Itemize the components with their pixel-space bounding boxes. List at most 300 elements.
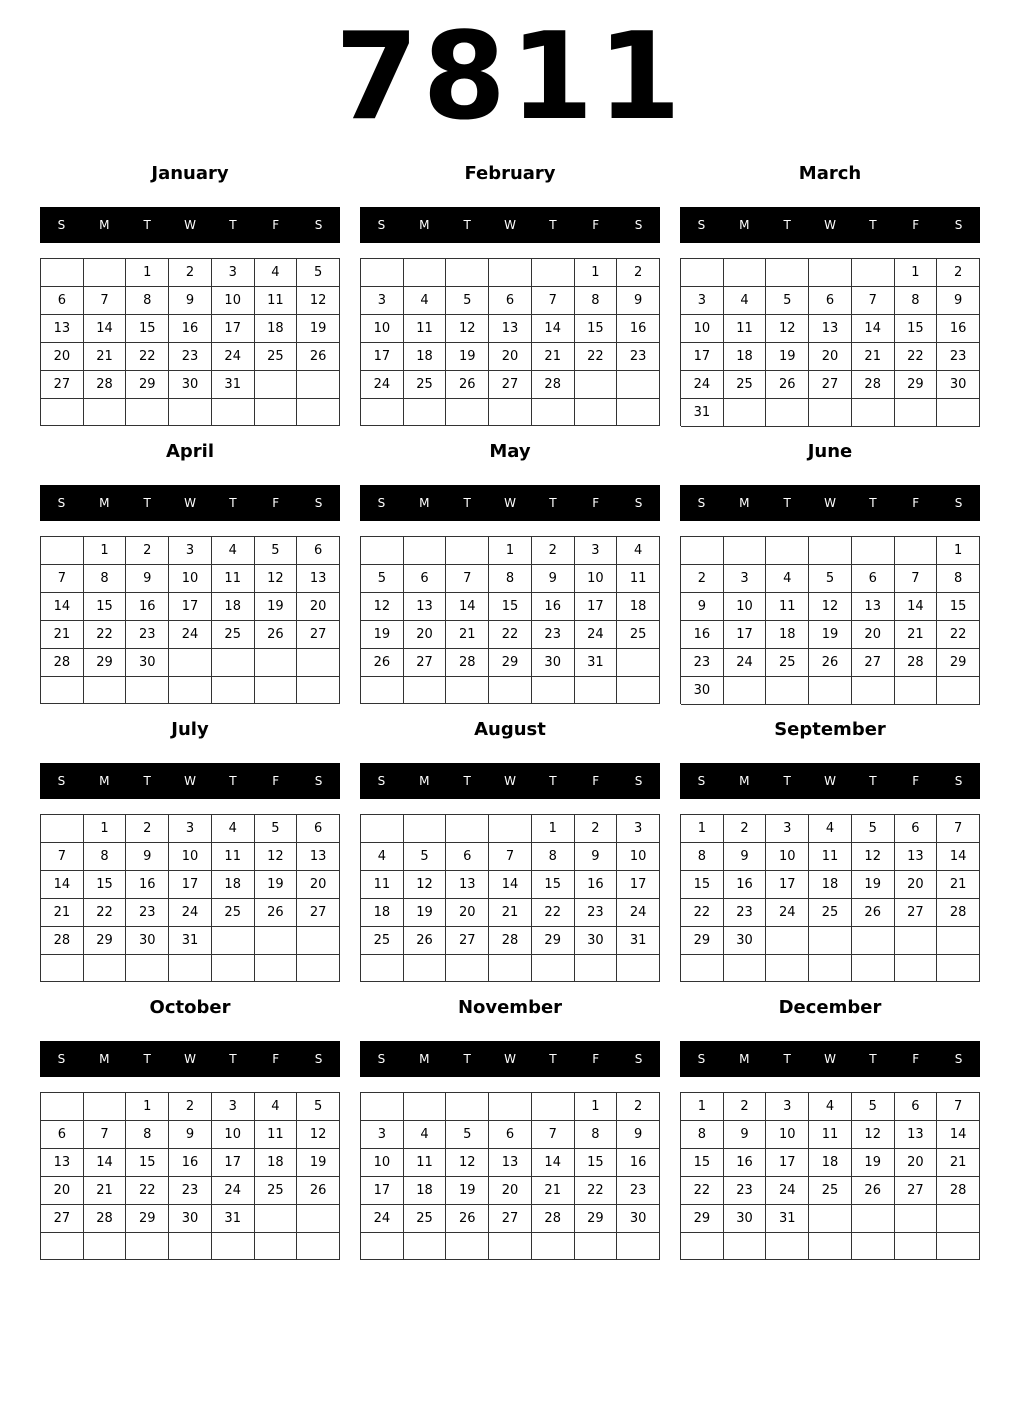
weekday-label: S <box>697 496 706 510</box>
day-cell: 1 <box>489 537 532 565</box>
day-cell: 29 <box>681 1205 724 1233</box>
month-name: September <box>774 719 886 740</box>
day-cell: 30 <box>169 1205 212 1233</box>
day-cell: 28 <box>895 649 938 677</box>
day-cell <box>724 399 767 427</box>
day-cell <box>575 399 618 426</box>
day-cell: 10 <box>766 843 809 871</box>
day-cell: 21 <box>895 621 938 649</box>
day-cell: 27 <box>297 899 340 927</box>
day-cell: 15 <box>681 871 724 899</box>
day-cell: 11 <box>404 1149 447 1177</box>
day-cell: 9 <box>532 565 575 593</box>
day-cell: 26 <box>255 899 298 927</box>
day-cell: 9 <box>126 565 169 593</box>
day-cell: 16 <box>532 593 575 621</box>
day-cell: 27 <box>41 371 84 399</box>
day-cell: 4 <box>255 259 298 287</box>
day-cell: 4 <box>404 1121 447 1149</box>
weekday-label: S <box>377 774 386 788</box>
month-name: October <box>149 997 231 1018</box>
weekday-label: T <box>783 496 791 510</box>
day-cell: 5 <box>361 565 404 593</box>
day-cell: 12 <box>297 287 340 315</box>
day-cell <box>255 649 298 677</box>
day-cell: 6 <box>852 565 895 593</box>
day-cell: 8 <box>681 843 724 871</box>
weekday-label: M <box>739 1052 750 1066</box>
weekday-label: S <box>57 496 66 510</box>
day-cell <box>255 399 298 426</box>
day-cell: 17 <box>361 343 404 371</box>
day-cell: 7 <box>532 287 575 315</box>
day-cell <box>532 259 575 287</box>
day-cell: 17 <box>212 1149 255 1177</box>
day-cell <box>575 677 618 704</box>
day-cell: 29 <box>895 371 938 399</box>
day-cell: 2 <box>617 1093 660 1121</box>
day-cell <box>446 955 489 982</box>
day-cell <box>852 259 895 287</box>
day-cell: 29 <box>126 371 169 399</box>
weekday-label: S <box>634 496 643 510</box>
day-cell: 9 <box>169 287 212 315</box>
day-cell <box>852 537 895 565</box>
weekday-header <box>40 485 340 521</box>
day-cell: 24 <box>212 343 255 371</box>
day-cell: 18 <box>255 315 298 343</box>
weekday-label: S <box>634 774 643 788</box>
day-cell: 6 <box>41 287 84 315</box>
day-cell: 9 <box>575 843 618 871</box>
day-grid <box>360 814 660 982</box>
weekday-label: M <box>419 774 430 788</box>
day-cell <box>489 955 532 982</box>
weekday-label: T <box>229 1052 237 1066</box>
day-cell: 27 <box>297 621 340 649</box>
day-cell <box>681 1233 724 1260</box>
day-cell: 23 <box>169 343 212 371</box>
day-cell <box>212 399 255 426</box>
day-cell: 4 <box>809 1093 852 1121</box>
weekday-label: S <box>314 496 323 510</box>
weekday-label: T <box>783 1052 791 1066</box>
day-cell: 23 <box>617 1177 660 1205</box>
day-cell: 19 <box>446 1177 489 1205</box>
day-cell <box>766 399 809 427</box>
day-cell <box>297 1205 340 1233</box>
day-cell <box>809 1233 852 1260</box>
day-cell: 3 <box>169 537 212 565</box>
day-cell <box>895 1205 938 1233</box>
day-cell: 29 <box>937 649 980 677</box>
day-cell: 11 <box>255 1121 298 1149</box>
weekday-label: M <box>739 218 750 232</box>
day-cell <box>724 537 767 565</box>
day-cell: 11 <box>724 315 767 343</box>
day-cell: 7 <box>489 843 532 871</box>
day-cell <box>126 1233 169 1260</box>
day-cell: 22 <box>489 621 532 649</box>
day-cell: 14 <box>41 871 84 899</box>
day-cell: 7 <box>41 843 84 871</box>
day-cell: 6 <box>895 1093 938 1121</box>
day-cell: 8 <box>937 565 980 593</box>
day-cell: 10 <box>575 565 618 593</box>
day-cell <box>361 1233 404 1260</box>
day-cell <box>489 259 532 287</box>
day-cell: 1 <box>126 1093 169 1121</box>
day-cell <box>212 955 255 982</box>
day-cell: 6 <box>809 287 852 315</box>
day-cell: 6 <box>489 287 532 315</box>
weekday-label: S <box>634 218 643 232</box>
day-cell <box>297 927 340 955</box>
day-cell: 18 <box>404 1177 447 1205</box>
day-cell <box>852 399 895 427</box>
day-cell: 12 <box>361 593 404 621</box>
day-cell: 1 <box>937 537 980 565</box>
day-cell: 18 <box>809 1149 852 1177</box>
day-cell <box>681 259 724 287</box>
day-cell: 31 <box>681 399 724 427</box>
day-cell: 21 <box>852 343 895 371</box>
day-cell: 4 <box>255 1093 298 1121</box>
day-cell <box>937 955 980 982</box>
day-cell: 20 <box>297 593 340 621</box>
day-cell: 4 <box>809 815 852 843</box>
day-cell: 16 <box>724 1149 767 1177</box>
day-cell: 20 <box>41 343 84 371</box>
day-cell: 5 <box>852 1093 895 1121</box>
day-cell: 23 <box>681 649 724 677</box>
day-cell <box>575 955 618 982</box>
day-cell: 28 <box>41 927 84 955</box>
day-cell: 28 <box>852 371 895 399</box>
day-cell: 23 <box>617 343 660 371</box>
day-cell <box>84 399 127 426</box>
day-grid <box>40 258 340 426</box>
day-cell <box>404 399 447 426</box>
day-cell: 23 <box>724 1177 767 1205</box>
weekday-header <box>680 485 980 521</box>
day-cell <box>852 1205 895 1233</box>
day-cell <box>852 955 895 982</box>
weekday-label: T <box>549 774 557 788</box>
day-cell: 25 <box>212 899 255 927</box>
day-cell <box>809 399 852 427</box>
day-cell: 6 <box>297 537 340 565</box>
day-cell: 17 <box>361 1177 404 1205</box>
day-cell <box>84 677 127 704</box>
day-cell: 14 <box>895 593 938 621</box>
day-cell: 19 <box>297 1149 340 1177</box>
weekday-label: W <box>504 218 516 232</box>
day-cell: 10 <box>212 1121 255 1149</box>
day-cell <box>681 537 724 565</box>
weekday-label: T <box>143 1052 151 1066</box>
day-cell: 3 <box>575 537 618 565</box>
day-cell: 8 <box>126 1121 169 1149</box>
weekday-label: T <box>869 218 877 232</box>
day-cell: 3 <box>361 287 404 315</box>
day-cell: 21 <box>41 621 84 649</box>
day-cell: 8 <box>126 287 169 315</box>
day-grid <box>680 814 980 982</box>
day-cell: 25 <box>404 371 447 399</box>
day-grid <box>40 814 340 982</box>
day-cell: 14 <box>84 315 127 343</box>
day-cell <box>297 1233 340 1260</box>
day-cell: 16 <box>617 315 660 343</box>
day-cell: 11 <box>617 565 660 593</box>
day-cell: 20 <box>489 343 532 371</box>
weekday-label: T <box>869 774 877 788</box>
day-cell <box>84 1233 127 1260</box>
day-cell: 24 <box>169 899 212 927</box>
weekday-label: S <box>377 496 386 510</box>
weekday-header <box>680 763 980 799</box>
day-cell: 1 <box>575 259 618 287</box>
day-cell <box>446 1093 489 1121</box>
day-cell <box>404 1233 447 1260</box>
day-cell: 16 <box>126 871 169 899</box>
day-cell: 5 <box>766 287 809 315</box>
day-cell <box>937 927 980 955</box>
day-cell: 12 <box>255 843 298 871</box>
day-cell: 22 <box>681 1177 724 1205</box>
day-cell: 5 <box>255 815 298 843</box>
day-cell <box>126 677 169 704</box>
day-cell <box>766 677 809 705</box>
day-cell: 14 <box>446 593 489 621</box>
day-cell: 19 <box>255 871 298 899</box>
day-cell: 29 <box>489 649 532 677</box>
weekday-label: W <box>824 218 836 232</box>
day-cell: 2 <box>532 537 575 565</box>
day-cell: 25 <box>617 621 660 649</box>
day-cell: 21 <box>446 621 489 649</box>
day-cell <box>895 537 938 565</box>
day-cell <box>446 1233 489 1260</box>
day-cell: 11 <box>766 593 809 621</box>
day-cell: 14 <box>489 871 532 899</box>
day-cell <box>937 1205 980 1233</box>
day-cell: 2 <box>169 1093 212 1121</box>
day-cell: 28 <box>937 899 980 927</box>
day-cell: 27 <box>41 1205 84 1233</box>
day-cell: 5 <box>255 537 298 565</box>
day-cell <box>766 955 809 982</box>
day-cell: 6 <box>895 815 938 843</box>
day-cell: 23 <box>169 1177 212 1205</box>
day-cell: 14 <box>532 1149 575 1177</box>
day-cell: 26 <box>446 371 489 399</box>
day-cell: 3 <box>724 565 767 593</box>
day-cell: 18 <box>255 1149 298 1177</box>
day-cell: 30 <box>724 1205 767 1233</box>
day-cell: 2 <box>126 815 169 843</box>
day-cell <box>169 399 212 426</box>
day-cell: 10 <box>169 843 212 871</box>
day-cell: 7 <box>852 287 895 315</box>
day-cell <box>532 955 575 982</box>
day-cell <box>895 955 938 982</box>
day-cell: 6 <box>446 843 489 871</box>
day-cell <box>895 1233 938 1260</box>
day-cell: 24 <box>575 621 618 649</box>
day-cell: 25 <box>766 649 809 677</box>
month-name: August <box>474 719 546 740</box>
weekday-label: M <box>99 496 110 510</box>
day-cell: 10 <box>361 1149 404 1177</box>
day-cell: 2 <box>724 1093 767 1121</box>
day-cell: 12 <box>766 315 809 343</box>
weekday-label: F <box>272 496 280 510</box>
day-cell: 8 <box>895 287 938 315</box>
weekday-label: W <box>504 1052 516 1066</box>
day-cell <box>532 399 575 426</box>
day-cell: 3 <box>766 815 809 843</box>
weekday-label: F <box>592 496 600 510</box>
weekday-header <box>360 485 660 521</box>
day-cell: 24 <box>724 649 767 677</box>
day-cell: 1 <box>84 815 127 843</box>
weekday-label: W <box>824 774 836 788</box>
day-cell: 26 <box>446 1205 489 1233</box>
day-cell: 4 <box>724 287 767 315</box>
month-name: March <box>798 163 862 184</box>
day-cell: 7 <box>937 815 980 843</box>
weekday-label: S <box>57 1052 66 1066</box>
weekday-label: S <box>954 218 963 232</box>
day-cell: 31 <box>766 1205 809 1233</box>
day-cell: 8 <box>489 565 532 593</box>
day-grid <box>680 1092 980 1260</box>
day-cell <box>255 1233 298 1260</box>
day-cell <box>169 955 212 982</box>
day-cell: 25 <box>724 371 767 399</box>
day-cell <box>724 259 767 287</box>
weekday-header <box>360 1041 660 1077</box>
day-cell: 22 <box>937 621 980 649</box>
day-cell <box>297 371 340 399</box>
day-cell: 10 <box>212 287 255 315</box>
day-cell <box>937 399 980 427</box>
day-cell: 18 <box>617 593 660 621</box>
day-cell: 27 <box>852 649 895 677</box>
day-cell <box>766 1233 809 1260</box>
weekday-label: F <box>592 774 600 788</box>
day-cell: 6 <box>41 1121 84 1149</box>
day-cell: 15 <box>532 871 575 899</box>
day-cell: 17 <box>766 871 809 899</box>
day-cell: 30 <box>937 371 980 399</box>
day-cell: 28 <box>937 1177 980 1205</box>
day-cell <box>41 815 84 843</box>
day-cell <box>575 371 618 399</box>
day-cell <box>895 399 938 427</box>
day-cell: 13 <box>852 593 895 621</box>
day-cell: 1 <box>575 1093 618 1121</box>
day-cell: 31 <box>617 927 660 955</box>
day-cell: 17 <box>681 343 724 371</box>
day-cell: 11 <box>404 315 447 343</box>
weekday-label: S <box>57 218 66 232</box>
weekday-label: F <box>272 774 280 788</box>
day-cell <box>255 927 298 955</box>
day-cell: 9 <box>937 287 980 315</box>
day-cell: 25 <box>255 343 298 371</box>
day-cell: 22 <box>895 343 938 371</box>
day-cell: 2 <box>937 259 980 287</box>
day-cell: 9 <box>724 1121 767 1149</box>
day-cell: 29 <box>84 649 127 677</box>
day-cell <box>41 1093 84 1121</box>
day-cell: 29 <box>126 1205 169 1233</box>
day-cell: 15 <box>937 593 980 621</box>
day-cell: 26 <box>766 371 809 399</box>
weekday-label: W <box>184 218 196 232</box>
day-cell: 3 <box>212 259 255 287</box>
day-cell: 22 <box>575 343 618 371</box>
day-grid <box>680 258 980 426</box>
day-cell <box>404 955 447 982</box>
weekday-header <box>360 763 660 799</box>
day-cell: 29 <box>532 927 575 955</box>
day-cell: 27 <box>895 1177 938 1205</box>
day-cell: 5 <box>809 565 852 593</box>
day-cell: 11 <box>212 843 255 871</box>
day-grid <box>360 258 660 426</box>
day-cell <box>489 399 532 426</box>
day-cell: 18 <box>212 871 255 899</box>
day-cell: 13 <box>41 315 84 343</box>
day-cell: 15 <box>489 593 532 621</box>
day-cell: 17 <box>169 871 212 899</box>
weekday-label: W <box>184 774 196 788</box>
weekday-label: W <box>504 774 516 788</box>
day-cell <box>937 677 980 705</box>
day-cell: 23 <box>126 899 169 927</box>
weekday-label: T <box>229 218 237 232</box>
day-cell: 9 <box>724 843 767 871</box>
weekday-header <box>40 763 340 799</box>
day-cell <box>361 815 404 843</box>
day-cell: 22 <box>126 1177 169 1205</box>
day-cell: 17 <box>169 593 212 621</box>
day-cell: 13 <box>489 1149 532 1177</box>
month-name: June <box>807 441 853 462</box>
day-cell <box>617 1233 660 1260</box>
day-cell: 27 <box>489 1205 532 1233</box>
day-cell: 23 <box>532 621 575 649</box>
day-cell: 8 <box>84 565 127 593</box>
day-cell: 10 <box>617 843 660 871</box>
day-cell: 20 <box>41 1177 84 1205</box>
day-cell: 26 <box>852 899 895 927</box>
day-cell: 20 <box>489 1177 532 1205</box>
day-cell: 24 <box>766 899 809 927</box>
weekday-label: M <box>739 496 750 510</box>
day-cell: 12 <box>809 593 852 621</box>
day-cell: 10 <box>766 1121 809 1149</box>
day-grid <box>40 536 340 704</box>
day-cell: 10 <box>724 593 767 621</box>
day-cell <box>297 399 340 426</box>
weekday-label: W <box>824 1052 836 1066</box>
day-cell: 18 <box>404 343 447 371</box>
